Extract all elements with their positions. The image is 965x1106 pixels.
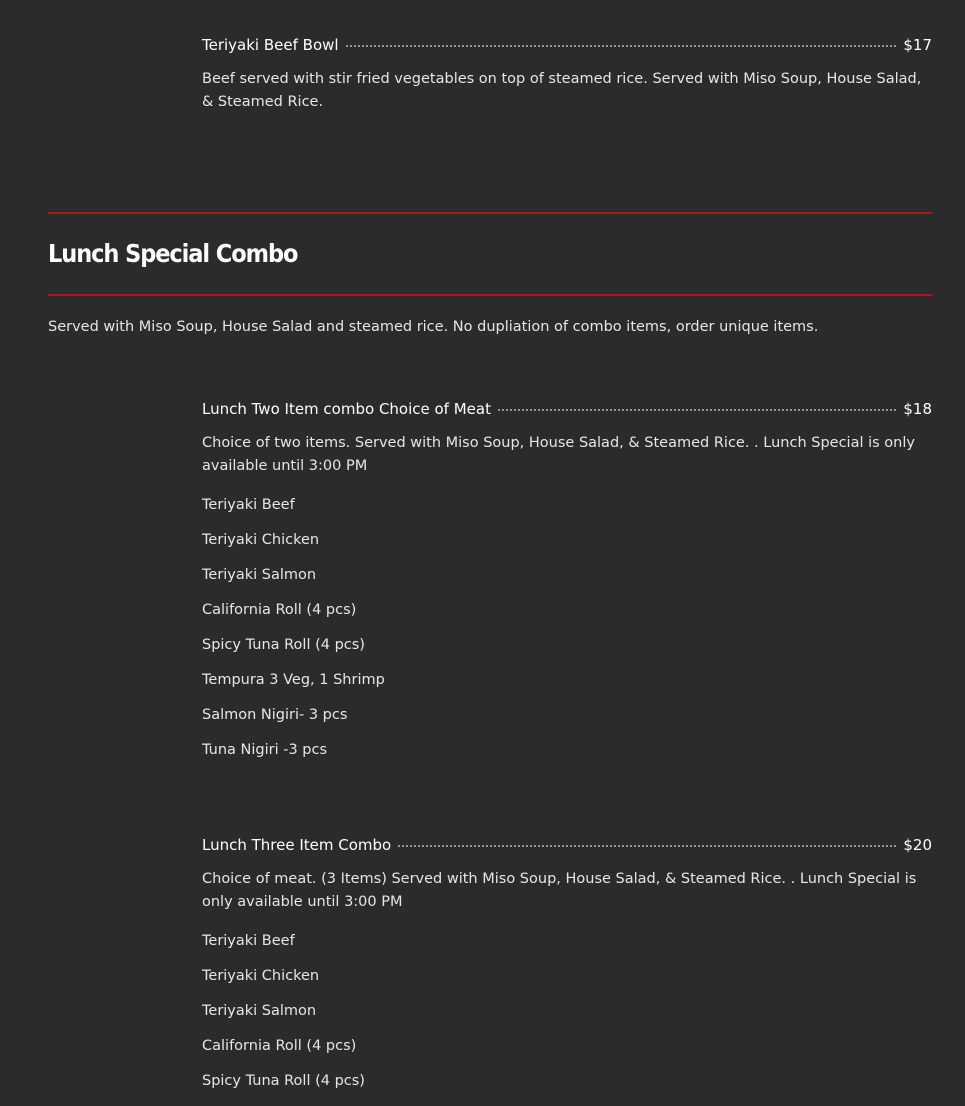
combo-options-list xyxy=(202,495,932,775)
combo-option: Teriyaki Chicken xyxy=(202,532,320,548)
combo-option: Tuna Nigiri -3 pcs xyxy=(202,742,328,758)
combo-option: Salmon Nigiri- 3 pcs xyxy=(202,707,348,723)
menu-item-description: Choice of two items. Served with Miso Soup, House Salad, & Steamed Rice. . Lunch Special is only available until 3:00 PM xyxy=(202,435,915,474)
menu-item-name: Lunch Two Item combo Choice of Meat xyxy=(202,400,491,418)
section-title: Lunch Special Combo xyxy=(48,239,298,268)
menu-item-description: Choice of meat. (3 Items) Served with Miso Soup, House Salad, & Steamed Rice. . Lunch Special is only available until 3:00 PM xyxy=(202,871,917,910)
menu-item xyxy=(202,835,932,1106)
dot-leader xyxy=(498,409,896,411)
combo-option: Teriyaki Beef xyxy=(202,933,295,949)
menu-item-header xyxy=(202,399,932,419)
menu-item-price: $20 xyxy=(903,836,932,854)
combo-option: Teriyaki Beef xyxy=(202,497,295,513)
combo-option: California Roll (4 pcs) xyxy=(202,1038,357,1054)
combo-option: Teriyaki Salmon xyxy=(202,1003,317,1019)
dot-leader xyxy=(398,845,896,847)
dot-leader xyxy=(346,45,897,47)
menu-item xyxy=(202,35,932,113)
menu-item-name: Teriyaki Beef Bowl xyxy=(202,36,339,54)
menu-item xyxy=(202,399,932,775)
section-description: Served with Miso Soup, House Salad and steamed rice. No dupliation of combo items, order unique items. xyxy=(48,319,819,335)
menu-item-header xyxy=(202,35,932,55)
combo-option: Tempura 3 Veg, 1 Shrimp xyxy=(202,672,385,688)
combo-options-list xyxy=(202,931,932,1106)
menu-item-header xyxy=(202,835,932,855)
menu-item-name: Lunch Three Item Combo xyxy=(202,836,392,854)
menu-item-price: $18 xyxy=(903,400,932,418)
combo-option: Spicy Tuna Roll (4 pcs) xyxy=(202,1073,365,1089)
section-divider-bottom xyxy=(48,294,932,296)
combo-option: California Roll (4 pcs) xyxy=(202,602,357,618)
combo-option: Teriyaki Chicken xyxy=(202,968,320,984)
menu-item-description: Beef served with stir fried vegetables on top of steamed rice. Served with Miso Soup, House Salad, & Steamed Rice. xyxy=(202,71,922,110)
menu-item-price: $17 xyxy=(903,36,932,54)
combo-option: Teriyaki Salmon xyxy=(202,567,317,583)
section-divider-top xyxy=(48,212,932,214)
combo-option: Spicy Tuna Roll (4 pcs) xyxy=(202,637,365,653)
